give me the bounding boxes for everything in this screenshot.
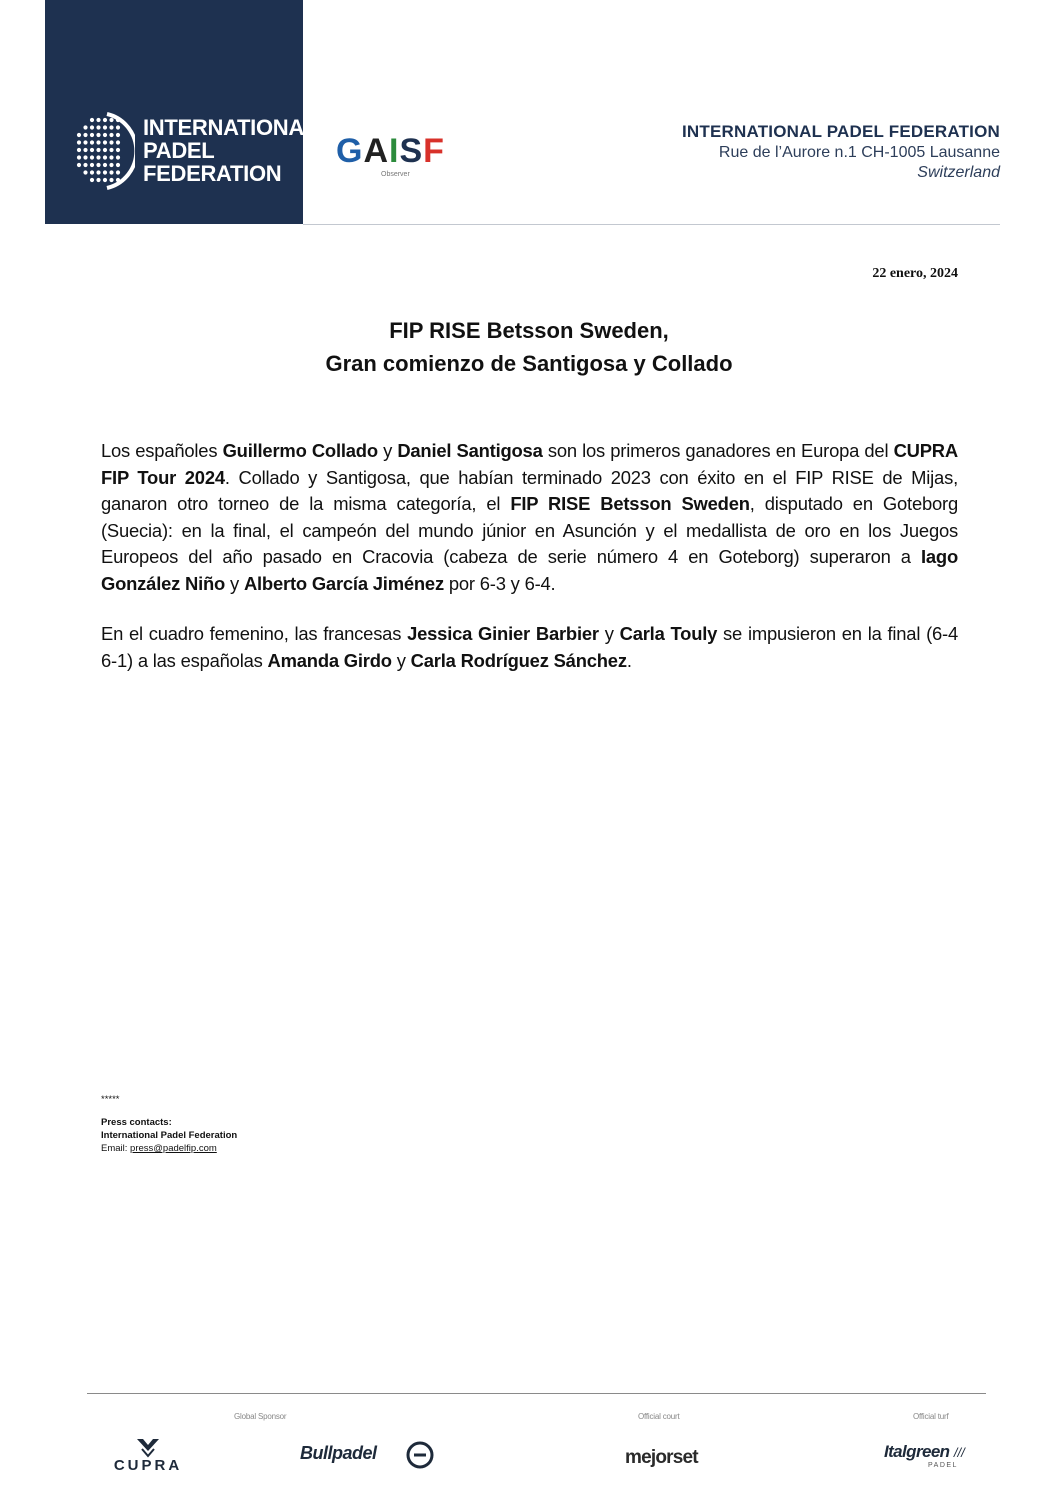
logo-dot bbox=[103, 133, 107, 137]
logo-dot bbox=[103, 148, 107, 152]
global-sponsor-caption: Global Sponsor bbox=[234, 1412, 287, 1421]
logo-dot bbox=[96, 148, 100, 152]
italgreen-stripes-icon: /// bbox=[953, 1445, 965, 1460]
bold-name-run: Amanda Girdo bbox=[267, 649, 392, 671]
bold-name-run: CUPRA FIP Tour 2024 bbox=[101, 440, 958, 488]
logo-dot bbox=[90, 125, 94, 129]
title-line-1: FIP RISE Betsson Sweden, bbox=[389, 318, 669, 343]
bold-name-run: Guillermo Collado bbox=[222, 440, 378, 461]
logo-dot bbox=[90, 170, 94, 174]
text-run: y bbox=[391, 649, 411, 671]
logo-dot bbox=[116, 125, 120, 129]
logo-dot bbox=[109, 118, 113, 122]
logo-dot bbox=[83, 133, 87, 137]
logo-dot bbox=[103, 170, 107, 174]
logo-dot bbox=[116, 133, 120, 137]
logo-dot bbox=[109, 170, 113, 174]
logo-dot bbox=[116, 140, 120, 144]
bold-name-run: Daniel Santigosa bbox=[397, 440, 543, 461]
text-run: Los españoles bbox=[101, 440, 223, 461]
logo-dot bbox=[116, 148, 120, 152]
logo-dot bbox=[116, 163, 120, 167]
official-turf-caption: Official turf bbox=[913, 1412, 949, 1421]
logo-dot bbox=[96, 155, 100, 159]
press-release-title bbox=[0, 314, 1058, 380]
logo-dot bbox=[103, 125, 107, 129]
header-logo-block bbox=[45, 0, 318, 224]
logo-dot bbox=[90, 155, 94, 159]
logo-dot bbox=[109, 133, 113, 137]
bold-name-run: Alberto García Jiménez bbox=[243, 572, 444, 594]
logo-dot bbox=[103, 163, 107, 167]
bold-name-run: Jessica Ginier Barbier bbox=[407, 623, 599, 644]
email-label: Email: bbox=[101, 1143, 131, 1154]
email-link[interactable]: press@padelfip.com bbox=[130, 1143, 217, 1154]
gaisf-logo bbox=[336, 133, 466, 183]
logo-dot bbox=[96, 170, 100, 174]
italgreen-sub: PADEL bbox=[928, 1462, 958, 1469]
bold-name-run: FIP RISE Betsson Sweden bbox=[510, 493, 750, 514]
logo-dot bbox=[83, 140, 87, 144]
padel-ball-logo-icon bbox=[73, 110, 135, 192]
logo-line: INTERNATIONAL bbox=[143, 115, 318, 140]
article-body bbox=[101, 438, 958, 674]
logo-dot bbox=[83, 163, 87, 167]
logo-dot bbox=[103, 118, 107, 122]
bold-name-run: Carla Touly bbox=[619, 623, 718, 644]
paragraph-1 bbox=[101, 438, 958, 597]
logo-dot bbox=[83, 170, 87, 174]
logo-line: PADEL bbox=[143, 138, 215, 163]
logo-dot bbox=[109, 140, 113, 144]
logo-dot bbox=[77, 140, 81, 144]
separator-asterisks: ***** bbox=[101, 1094, 120, 1105]
logo-dot bbox=[77, 148, 81, 152]
text-run: son los primeros ganadores en Europa del bbox=[542, 440, 894, 461]
logo-dot bbox=[83, 125, 87, 129]
text-run: y bbox=[377, 440, 398, 461]
bullpadel-emblem-icon bbox=[404, 1441, 436, 1469]
text-run: por 6-3 y 6-4. bbox=[443, 572, 556, 594]
gaisf-caption: Observer bbox=[381, 171, 410, 178]
logo-dot bbox=[103, 155, 107, 159]
document-date: 22 enero, 2024 bbox=[872, 266, 958, 281]
title-line-2: Gran comienzo de Santigosa y Collado bbox=[325, 351, 733, 376]
footer-divider bbox=[87, 1393, 986, 1394]
logo-dot bbox=[103, 140, 107, 144]
org-name: INTERNATIONAL PADEL FEDERATION bbox=[682, 122, 1000, 141]
logo-dot bbox=[109, 155, 113, 159]
letterhead-address bbox=[682, 122, 1000, 182]
logo-dot bbox=[77, 155, 81, 159]
text-run: se impusieron en la final (6-4 6-1) a las españolas bbox=[101, 623, 958, 671]
logo-dot bbox=[116, 155, 120, 159]
logo-dot bbox=[96, 125, 100, 129]
press-contacts bbox=[101, 1093, 237, 1155]
text-run: . Collado y Santigosa, que habían terminado 2023 con éxito en el FIP RISE de Mijas, ganaron otro torneo de la misma categoría, el bbox=[101, 466, 958, 514]
text-run: . bbox=[626, 649, 632, 671]
street-address: Rue de l’Aurore n.1 CH-1005 Lausanne bbox=[718, 144, 1000, 161]
paragraph-2 bbox=[101, 621, 958, 674]
logo-dot bbox=[90, 178, 94, 182]
gaisf-letter: S bbox=[399, 132, 424, 170]
logo-dot bbox=[96, 118, 100, 122]
logo-dot bbox=[96, 178, 100, 182]
logo-dot bbox=[90, 148, 94, 152]
mejorset-sponsor-logo bbox=[625, 1447, 698, 1469]
gaisf-letter: A bbox=[363, 132, 390, 170]
logo-dot bbox=[90, 133, 94, 137]
logo-dot bbox=[90, 163, 94, 167]
text-run: y bbox=[225, 572, 244, 594]
logo-dot bbox=[96, 140, 100, 144]
bold-name-run: Iago González Niño bbox=[101, 546, 958, 594]
bullpadel-sponsor-logo bbox=[300, 1443, 440, 1473]
logo-dot bbox=[96, 133, 100, 137]
gaisf-letter: G bbox=[336, 132, 364, 170]
cupra-wordmark: CUPRA bbox=[113, 1457, 183, 1474]
logo-dot bbox=[109, 178, 113, 182]
official-court-caption: Official court bbox=[638, 1412, 680, 1421]
text-run: En el cuadro femenino, las francesas bbox=[101, 623, 408, 644]
logo-dot bbox=[116, 170, 120, 174]
logo-dot bbox=[109, 125, 113, 129]
logo-dot bbox=[77, 163, 81, 167]
contacts-heading: Press contacts: bbox=[101, 1117, 172, 1128]
logo-dot bbox=[103, 178, 107, 182]
logo-dot bbox=[90, 118, 94, 122]
text-run: , disputado en Goteborg (Suecia): en la final, el campeón del mundo júnior en Asunción y el medallista de oro en los Juegos Europeos del año pasado en Cracovia (cabeza de serie número 4 en Goteborg) superaron a bbox=[101, 493, 958, 567]
logo-dot bbox=[90, 140, 94, 144]
logo-dot bbox=[77, 133, 81, 137]
ipf-logo-wordmark bbox=[143, 116, 317, 185]
logo-dot bbox=[109, 163, 113, 167]
mejorset-wordmark: mejorset bbox=[625, 1447, 698, 1468]
gaisf-letter: F bbox=[423, 132, 445, 170]
bullpadel-wordmark: Bullpadel bbox=[300, 1443, 377, 1463]
country: Switzerland bbox=[917, 164, 1000, 181]
logo-line: FEDERATION bbox=[143, 161, 282, 186]
cupra-sponsor-logo bbox=[95, 1437, 201, 1473]
bold-name-run: Carla Rodríguez Sánchez bbox=[410, 649, 627, 671]
text-run: y bbox=[598, 623, 620, 644]
header-divider bbox=[303, 224, 1000, 225]
contacts-org: International Padel Federation bbox=[101, 1130, 238, 1141]
italgreen-sponsor-logo bbox=[884, 1442, 984, 1469]
logo-dot bbox=[83, 155, 87, 159]
gaisf-letter: I bbox=[389, 132, 400, 170]
logo-dot bbox=[96, 163, 100, 167]
logo-dot bbox=[83, 148, 87, 152]
italgreen-wordmark: Italgreen bbox=[884, 1442, 950, 1461]
logo-dot bbox=[109, 148, 113, 152]
